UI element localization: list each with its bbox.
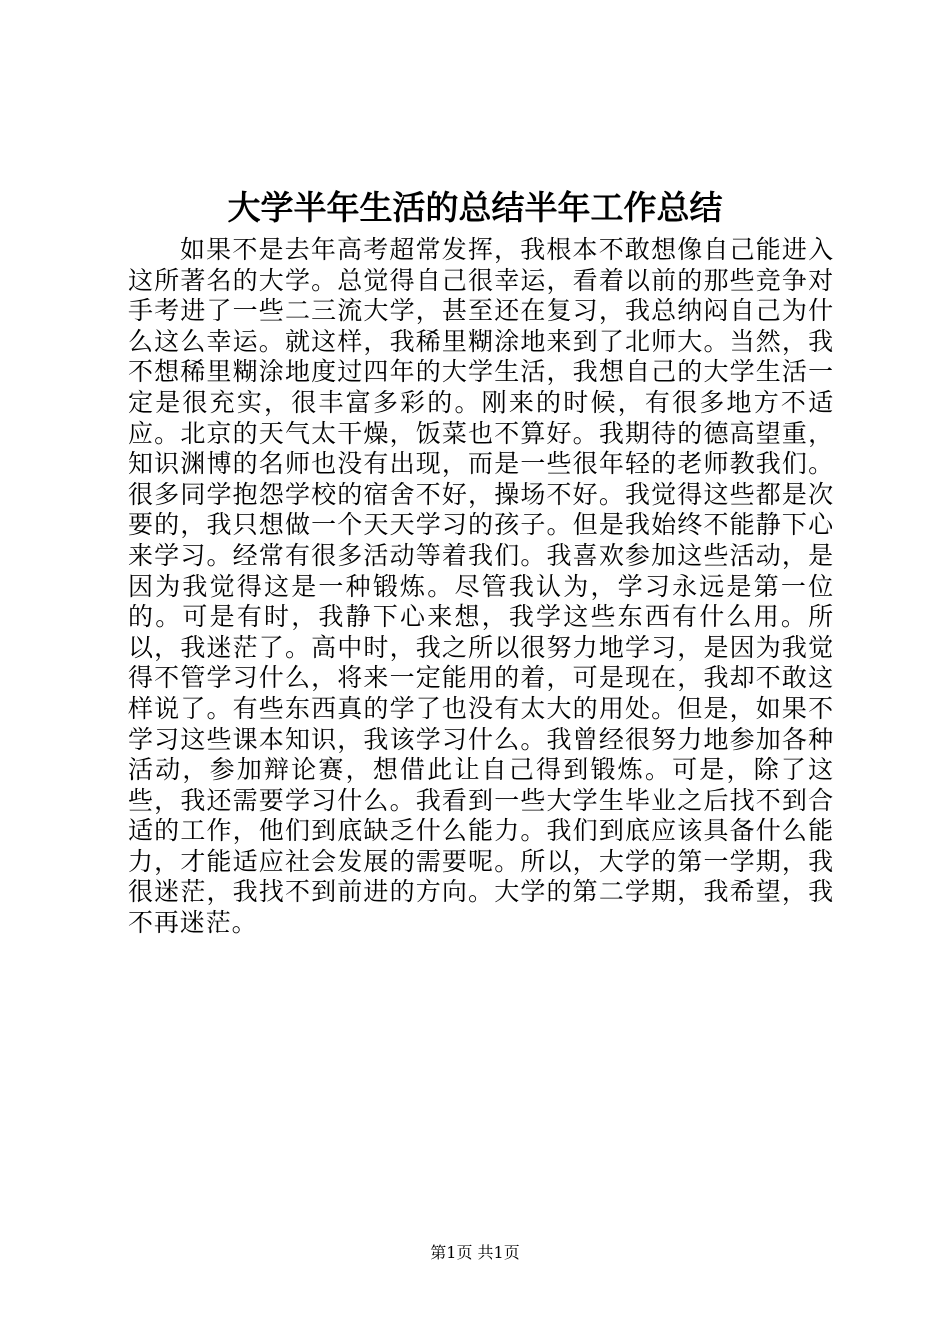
- document-title: 大学半年生活的总结半年工作总结: [227, 188, 723, 227]
- document-body-paragraph: 如果不是去年高考超常发挥，我根本不敢想像自己能进入这所著名的大学。总觉得自己很幸运，看着以前的那些竞争对手考进了一些二三流大学，甚至还在复习，我总纳闷自己为什么这么幸运。就这样，我稀里糊涂地来到了北师大。当然，我不想稀里糊涂地度过四年的大学生活，我想自己的大学生活一定是很充实，很丰富多彩的。刚来的时候，有很多地方不适应。北京的天气太干燥，饭菜也不算好。我期待的德高望重，知识渊博的名师也没有出现，而是一些很年轻的老师教我们。很多同学抱怨学校的宿舍不好，操场不好。我觉得这些都是次要的，我只想做一个天天学习的孩子。但是我始终不能静下心来学习。经常有很多活动等着我们。我喜欢参加这些活动，是因为我觉得这是一种锻炼。尽管我认为，学习永远是第一位的。可是有时，我静下心来想，我学这些东西有什么用。所以，我迷茫了。高中时，我之所以很努力地学习，是因为我觉得不管学习什么，将来一定能用的着，可是现在，我却不敢这样说了。有些东西真的学了也没有太大的用处。但是，如果不学习这些课本知识，我该学习什么。我曾经很努力地参加各种活动，参加辩论赛，想借此让自己得到锻炼。可是，除了这些，我还需要学习什么。我看到一些大学生毕业之后找不到合适的工作，他们到底缺乏什么能力。我们到底应该具备什么能力，才能适应社会发展的需要呢。所以，大学的第一学期，我很迷茫，我找不到前进的方向。大学的第二学期，我希望，我不再迷茫。: [128, 235, 834, 938]
- page-number-footer: 第1页 共1页: [430, 1243, 520, 1262]
